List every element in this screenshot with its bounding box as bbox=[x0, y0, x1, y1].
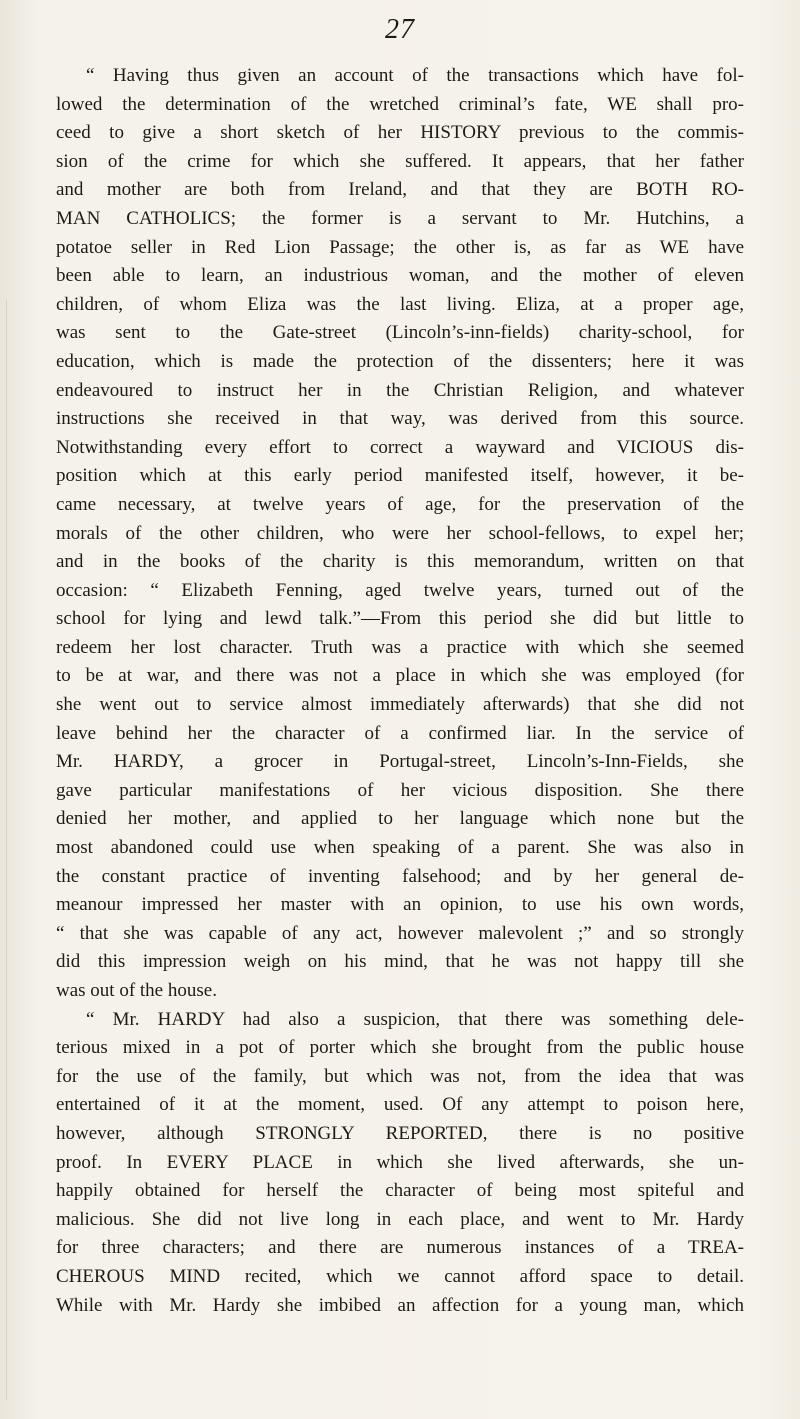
text-line: While with Mr. Hardy she imbibed an affection for a young man, which bbox=[56, 1294, 744, 1316]
text-line: “ Having thus given an account of the transactions which have fol- bbox=[86, 65, 744, 86]
text-line: instructions she received in that way, was derived from this source. bbox=[56, 408, 744, 430]
text-line: came necessary, at twelve years of age, for the preservation of the bbox=[56, 493, 744, 515]
text-line: school for lying and lewd talk.”—From this period she did but little to bbox=[56, 608, 744, 630]
text-line: however, although STRONGLY REPORTED, there is no positive bbox=[56, 1122, 744, 1144]
text-line: “ Mr. HARDY had also a suspicion, that there was something dele- bbox=[86, 1008, 744, 1030]
text-line: terious mixed in a pot of porter which she brought from the public house bbox=[56, 1037, 744, 1059]
text-line: “ that she was capable of any act, however malevolent ;” and so strongly bbox=[56, 922, 744, 944]
text-line: potatoe seller in Red Lion Passage; the other is, as far as WE have bbox=[56, 236, 744, 258]
text-line: for the use of the family, but which was not, from the idea that was bbox=[56, 1065, 744, 1087]
text-line: MAN CATHOLICS; the former is a servant to Mr. Hutchins, a bbox=[56, 207, 744, 229]
text-line: denied her mother, and applied to her language which none but the bbox=[56, 808, 744, 830]
text-line: was out of the house. bbox=[56, 980, 217, 1001]
text-line: been able to learn, an industrious woman, and the mother of eleven bbox=[56, 265, 744, 287]
text-line: position which at this early period manifested itself, however, it be- bbox=[56, 465, 744, 487]
text-line: Notwithstanding every effort to correct a wayward and VICIOUS dis- bbox=[56, 436, 744, 458]
text-line: to be at war, and there was not a place in which she was employed (for bbox=[56, 665, 744, 687]
text-line: leave behind her the character of a confirmed liar. In the service of bbox=[56, 722, 744, 744]
text-line: she went out to service almost immediately afterwards) that she did not bbox=[56, 694, 744, 716]
text-line: ceed to give a short sketch of her HISTORY previous to the commis- bbox=[56, 122, 744, 144]
text-line: was sent to the Gate-street (Lincoln’s-inn-fields) charity-school, for bbox=[56, 322, 744, 344]
text-line: occasion: “ Elizabeth Fenning, aged twelve years, turned out of the bbox=[56, 579, 744, 601]
paragraph-history bbox=[56, 62, 744, 1006]
text-line: meanour impressed her master with an opinion, to use his own words, bbox=[56, 894, 744, 916]
paragraph-suspicion bbox=[56, 1006, 744, 1321]
page-gutter-shadow bbox=[6, 300, 7, 1400]
text-line: morals of the other children, who were her school-fellows, to expel her; bbox=[56, 522, 744, 544]
text-line: the constant practice of inventing falsehood; and by her general de- bbox=[56, 865, 744, 887]
text-line: happily obtained for herself the character of being most spiteful and bbox=[56, 1180, 744, 1202]
text-line: Mr. HARDY, a grocer in Portugal-street, Lincoln’s-Inn-Fields, she bbox=[56, 751, 744, 773]
text-line: lowed the determination of the wretched criminal’s fate, WE shall pro- bbox=[56, 93, 744, 115]
text-line: gave particular manifestations of her vicious disposition. She there bbox=[56, 779, 744, 801]
text-line: most abandoned could use when speaking of a parent. She was also in bbox=[56, 837, 744, 859]
text-line: and in the books of the charity is this memorandum, written on that bbox=[56, 551, 744, 573]
text-line: malicious. She did not live long in each place, and went to Mr. Hardy bbox=[56, 1208, 744, 1230]
text-line: children, of whom Eliza was the last living. Eliza, at a proper age, bbox=[56, 293, 744, 315]
text-line: redeem her lost character. Truth was a practice with which she seemed bbox=[56, 636, 744, 658]
text-line: and mother are both from Ireland, and that they are BOTH RO- bbox=[56, 179, 744, 201]
text-line: sion of the crime for which she suffered. It appears, that her father bbox=[56, 150, 744, 172]
page-number: 27 bbox=[385, 14, 415, 45]
text-line: endeavoured to instruct her in the Christian Religion, and whatever bbox=[56, 379, 744, 401]
body-text bbox=[56, 62, 744, 1320]
text-line: CHEROUS MIND recited, which we cannot afford space to detail. bbox=[56, 1265, 744, 1287]
text-line: proof. In EVERY PLACE in which she lived afterwards, she un- bbox=[56, 1151, 744, 1173]
text-line: for three characters; and there are numerous instances of a TREA- bbox=[56, 1237, 744, 1259]
text-line: did this impression weigh on his mind, that he was not happy till she bbox=[56, 951, 744, 973]
text-line: education, which is made the protection of the dissenters; here it was bbox=[56, 350, 744, 372]
text-line: entertained of it at the moment, used. Of any attempt to poison here, bbox=[56, 1094, 744, 1116]
